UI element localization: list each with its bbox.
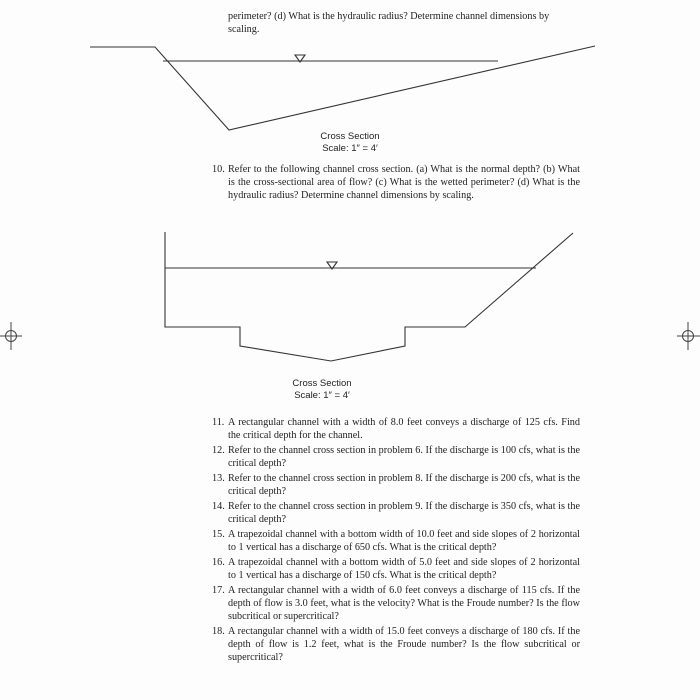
problem-number: 18. (212, 626, 225, 637)
problem-number: 15. (212, 529, 225, 540)
list-item (212, 584, 580, 623)
cross-section-figure-1 (90, 46, 595, 130)
problem-text: Refer to the following channel cross section. (a) What is the normal depth? (b) What is the cross-sectional area of flow? (c) What is the wetted perimeter? (d) What is the hydraulic radius? Determine channel dimensions by scaling. (228, 164, 580, 201)
figure-2-caption (272, 378, 372, 401)
problem-number: 11. (212, 417, 225, 428)
problem-text: Refer to the channel cross section in problem 9. If the discharge is 350 cfs, what is the critical depth? (228, 501, 580, 525)
problem-number: 16. (212, 557, 225, 568)
problem-text: A trapezoidal channel with a bottom width of 10.0 feet and side slopes of 2 horizontal to 1 vertical has a discharge of 650 cfs. What is the critical depth? (228, 529, 580, 553)
problem-list (212, 416, 580, 666)
problem-text: A trapezoidal channel with a bottom width of 5.0 feet and side slopes of 2 horizontal to 1 vertical has a discharge of 150 cfs. What is the critical depth? (228, 557, 580, 581)
caption-title: Cross Section (292, 378, 352, 389)
figure-1-caption (300, 131, 400, 154)
problem-number: 12. (212, 445, 225, 456)
cross-section-figure-2 (165, 232, 573, 361)
caption-scale: Scale: 1″ = 4′ (322, 142, 378, 154)
list-item (212, 416, 580, 442)
caption-scale: Scale: 1″ = 4′ (294, 389, 350, 401)
problem-number: 14. (212, 501, 225, 512)
crop-mark-left (0, 322, 22, 350)
problem-10 (212, 163, 580, 202)
list-item (212, 444, 580, 470)
list-item (212, 500, 580, 526)
caption-title: Cross Section (320, 131, 380, 142)
problem-text: A rectangular channel with a width of 6.0 feet conveys a discharge of 115 cfs. If the depth of flow is 3.0 feet, what is the velocity? What is the Froude number? Is the flow subcritical or supercritical? (228, 585, 580, 622)
channel-profile-1 (90, 46, 595, 130)
problem-text: Refer to the channel cross section in problem 8. If the discharge is 200 cfs, what is the critical depth? (228, 473, 580, 497)
list-item (212, 625, 580, 664)
channel-profile-2 (165, 232, 573, 361)
problem-text: A rectangular channel with a width of 15.0 feet conveys a discharge of 180 cfs. If the depth of flow is 1.2 feet, what is the Froude number? Is the flow subcritical or supercritical? (228, 626, 580, 663)
list-item (212, 556, 580, 582)
problem-text: A rectangular channel with a width of 8.0 feet conveys a discharge of 125 cfs. Find the critical depth for the channel. (228, 417, 580, 441)
problem-number: 13. (212, 473, 225, 484)
problem-text: Refer to the channel cross section in problem 6. If the discharge is 100 cfs, what is the critical depth? (228, 445, 580, 469)
problem-number: 10. (212, 164, 225, 175)
top-paragraph: perimeter? (d) What is the hydraulic radius? Determine channel dimensions by scaling. (228, 11, 550, 35)
crop-mark-right (677, 322, 700, 350)
list-item (212, 472, 580, 498)
problem-number: 17. (212, 585, 225, 596)
list-item (212, 528, 580, 554)
